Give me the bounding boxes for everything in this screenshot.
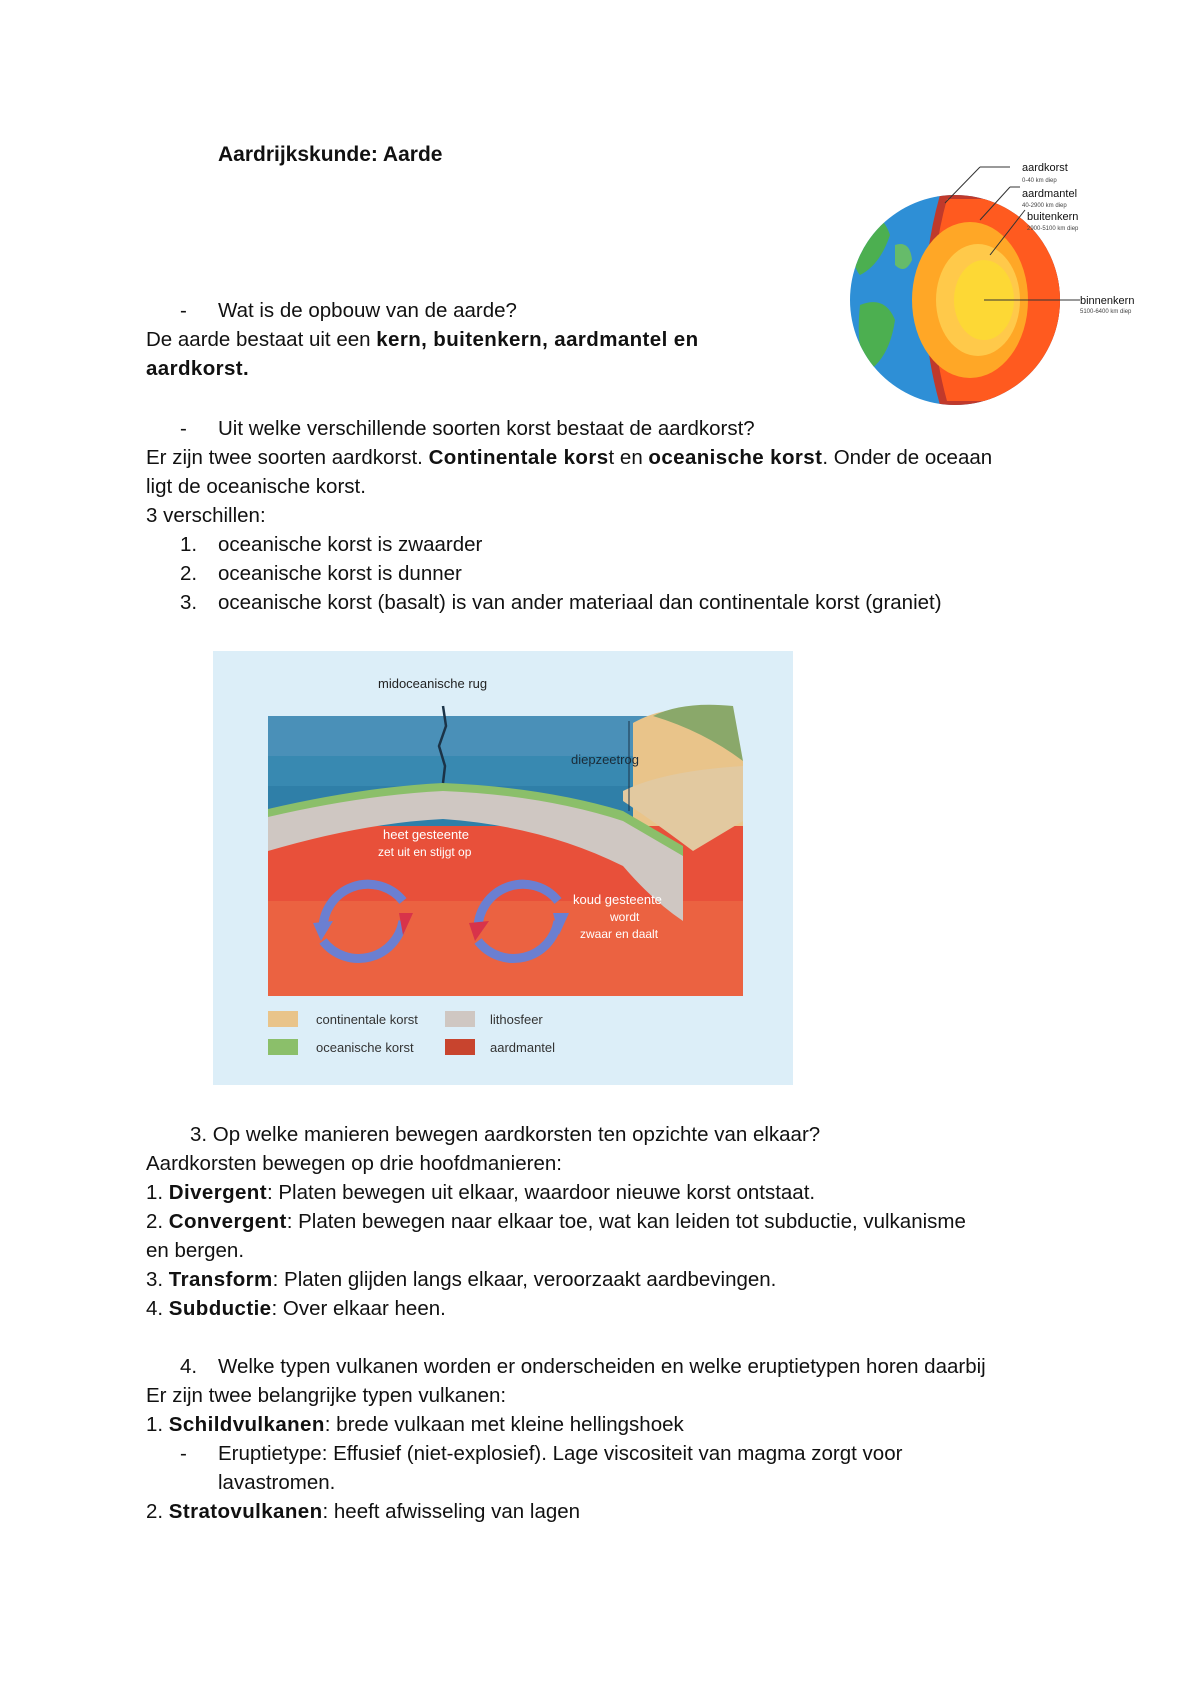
- list-item: [146, 1265, 776, 1294]
- list-item: oceanische korst (basalt) is van ander materiaal dan continentale korst (graniet): [218, 591, 942, 614]
- bullet: -: [180, 1442, 187, 1465]
- question-4: Welke typen vulkanen worden er onderscheiden en welke eruptietypen horen daarbij: [218, 1355, 986, 1378]
- list-number: 1.: [146, 1413, 169, 1436]
- answer-1-bold-2: aardkorst.: [146, 357, 250, 380]
- list-text: : Platen glijden langs elkaar, veroorzaakt aardbevingen.: [272, 1268, 777, 1291]
- label-cold-1: koud gesteente: [573, 892, 662, 907]
- list-item: [146, 1178, 815, 1207]
- bullet: -: [180, 299, 187, 322]
- list-item: [146, 1497, 580, 1526]
- answer-2-text: . Onder de oceaan: [822, 446, 993, 469]
- sub-item-line-1: Eruptietype: Effusief (niet-explosief). Lage viscositeit van magma zorgt voor: [218, 1442, 903, 1465]
- answer-2-line-3: 3 verschillen:: [146, 504, 266, 527]
- label-ridge: midoceanische rug: [378, 676, 488, 691]
- list-number: 2.: [180, 562, 198, 585]
- label-crust-sub: 0-40 km diep: [1022, 178, 1057, 184]
- legend-continental: continentale korst: [316, 1012, 418, 1027]
- legend-swatch-oceanic: [268, 1039, 298, 1055]
- label-mantle-sub: 40-2900 km diep: [1022, 203, 1067, 209]
- legend-mantle: aardmantel: [490, 1040, 556, 1055]
- term: Subductie: [168, 1297, 272, 1320]
- term-continental: Continentale kors: [428, 446, 609, 469]
- label-outer-core-sub: 2900-5100 km diep: [1027, 226, 1079, 232]
- label-inner-core-sub: 5100-6400 km diep: [1080, 309, 1132, 315]
- answer-2-text: t en: [608, 446, 649, 469]
- label-outer-core: buitenkern: [1027, 211, 1079, 223]
- label-inner-core: binnenkern: [1080, 295, 1135, 307]
- label-mantle: aardmantel: [1022, 188, 1078, 200]
- label-cold-3: zwaar en daalt: [580, 927, 659, 941]
- legend-swatch-mantle: [445, 1039, 475, 1055]
- term: Divergent: [168, 1181, 267, 1204]
- answer-1-line-2: [146, 354, 249, 383]
- term: Stratovulkanen: [168, 1500, 323, 1523]
- label-hot-1: heet gesteente: [383, 827, 470, 842]
- answer-1-line-1: [146, 325, 699, 354]
- list-item: oceanische korst is dunner: [218, 562, 462, 585]
- term: Schildvulkanen: [168, 1413, 325, 1436]
- sub-item-line-2: lavastromen.: [218, 1471, 336, 1494]
- legend-swatch-lithosphere: [445, 1011, 475, 1027]
- list-text: : Over elkaar heen.: [271, 1297, 446, 1320]
- question-2: Uit welke verschillende soorten korst bestaat de aardkorst?: [218, 417, 755, 440]
- earth-layers-figure: [850, 155, 1150, 415]
- list-number: 2.: [146, 1210, 169, 1233]
- list-text: : Platen bewegen naar elkaar toe, wat kan leiden tot subductie, vulkanisme: [286, 1210, 966, 1233]
- question-3: 3. Op welke manieren bewegen aardkorsten ten opzichte van elkaar?: [190, 1123, 821, 1146]
- list-number: 3.: [180, 591, 198, 614]
- answer-2-text: Er zijn twee soorten aardkorst.: [146, 446, 429, 469]
- label-cold-2: wordt: [610, 910, 640, 924]
- answer-1-text: De aarde bestaat uit een: [146, 328, 377, 351]
- list-item-continuation: en bergen.: [146, 1239, 245, 1262]
- list-text: : brede vulkaan met kleine hellingshoek: [324, 1413, 684, 1436]
- plate-tectonics-figure: [213, 651, 793, 1085]
- list-number: 3.: [146, 1268, 169, 1291]
- legend-oceanic: oceanische korst: [316, 1040, 414, 1055]
- question-1: Wat is de opbouw van de aarde?: [218, 299, 517, 322]
- legend-swatch-continental: [268, 1011, 298, 1027]
- label-hot-2: zet uit en stijgt op: [378, 845, 472, 859]
- list-item: oceanische korst is zwaarder: [218, 533, 483, 556]
- answer-1-bold: kern, buitenkern, aardmantel en: [376, 328, 699, 351]
- label-crust: aardkorst: [1022, 162, 1068, 174]
- list-number: 1.: [146, 1181, 169, 1204]
- list-text: : heeft afwisseling van lagen: [322, 1500, 581, 1523]
- answer-2-line-1: [146, 443, 992, 472]
- label-trench: diepzeetrog: [571, 752, 639, 767]
- term: Transform: [168, 1268, 273, 1291]
- legend-lithosphere: lithosfeer: [490, 1012, 543, 1027]
- list-item: [146, 1410, 684, 1439]
- list-text: : Platen bewegen uit elkaar, waardoor nieuwe korst ontstaat.: [266, 1181, 816, 1204]
- list-number: 2.: [146, 1500, 169, 1523]
- list-number: 1.: [180, 533, 198, 556]
- answer-2-line-2: ligt de oceanische korst.: [146, 475, 366, 498]
- term-oceanic: oceanische korst: [648, 446, 823, 469]
- list-item: [146, 1294, 446, 1323]
- list-number: 4.: [146, 1297, 169, 1320]
- term: Convergent: [168, 1210, 287, 1233]
- answer-4-intro: Er zijn twee belangrijke typen vulkanen:: [146, 1384, 507, 1407]
- page-title: Aardrijkskunde: Aarde: [218, 143, 443, 166]
- bullet: -: [180, 417, 187, 440]
- list-number: 4.: [180, 1355, 198, 1378]
- list-item: [146, 1207, 966, 1236]
- answer-3-intro: Aardkorsten bewegen op drie hoofdmanieren:: [146, 1152, 562, 1175]
